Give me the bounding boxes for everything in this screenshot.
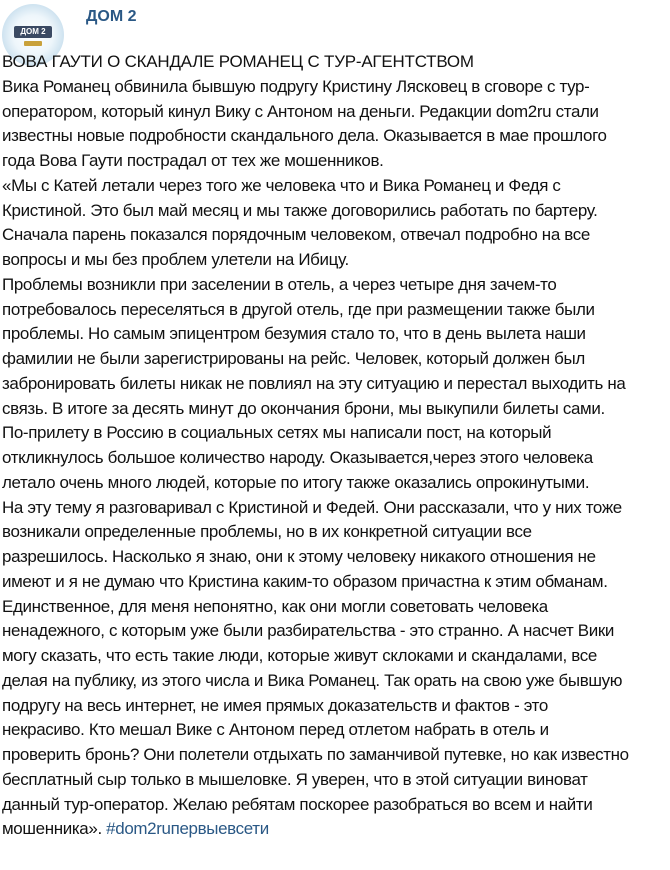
post-text-line: забронировать билеты никак не повлиял на эту ситуацию и перестал выходить на: [2, 373, 626, 393]
post-text-line: На эту тему я разговаривал с Кристиной и Федей. Они рассказали, что у них тоже: [2, 497, 622, 517]
hashtag-link[interactable]: #dom2ruпервыевсети: [106, 819, 269, 839]
post-text-line: бесплатный сыр только в мышеловке. Я уверен, что в этой ситуации виноват: [2, 769, 588, 789]
post-text-line: некрасиво. Кто мешал Вике с Антоном перед отлетом набрать в отель и: [2, 720, 549, 740]
post-text-line: года Вова Гаути пострадал от тех же мошенников.: [2, 151, 384, 170]
post-last-line: [2, 817, 668, 842]
post-text-line: имеют и я не думаю что Кристина каким-то образом причастна к этим обманам.: [2, 571, 608, 591]
post-text-line: данный тур-оператор. Желаю ребятам поскорее разобраться во всем и найти: [2, 794, 593, 814]
avatar-logo: ДОМ 2: [14, 26, 52, 38]
post-text-line: Сначала парень показался порядочным человеком, отвечал подробно на все: [2, 225, 590, 245]
avatar-logo-decoration: [24, 41, 42, 46]
post-text-line: мошенника».: [2, 819, 107, 839]
post-text-line: фамилии не были зарегистрированы на рейс. Человек, который должен был: [2, 349, 585, 368]
post-text-line: откликнулось большое количество народу. Оказывается,через этого человека: [2, 448, 593, 467]
post-text-line: вопросы и мы без проблем улетели на Ибицу.: [2, 250, 349, 269]
post-text-line: Вика Романец обвинила бывшую подругу Кристину Лясковец в сговоре с тур-: [2, 76, 590, 96]
post-text-line: По-прилету в Россию в социальных сетях мы написали пост, на который: [2, 423, 552, 443]
post-text-line: Кристиной. Это был май месяц и мы также договорились работать по бартеру.: [2, 200, 598, 220]
post-text-line: связь. В итоге за десять минут до окончания брони, мы выкупили билеты сами.: [2, 398, 605, 418]
post-text-line: делая на публику, из этого числа и Вика Романец. Так орать на свою уже бывшую: [2, 670, 623, 690]
post-text-line: Единственное, для меня непонятно, как они могли советовать человека: [2, 596, 548, 616]
post-text-line: разрешилось. Насколько я знаю, они к этому человеку никакого отношения не: [2, 547, 596, 566]
post-text-line: проблемы. Но самым эпицентром безумия стало то, что в день вылета наши: [2, 324, 586, 344]
post-title: ВОВА ГАУТИ О СКАНДАЛЕ РОМАНЕЦ С ТУР-АГЕНТСТВОМ: [2, 52, 474, 71]
post-text-line: могу сказать, что есть такие люди, которые живут склоками и скандалами, все: [2, 646, 597, 665]
post-text-line: «Мы с Катей летали через того же человека что и Вика Романец и Федя с: [2, 175, 561, 195]
post-text-line: проверить бронь? Они полетели отдыхать по заманчивой путевке, но как известно: [2, 745, 629, 764]
post-text-line: ненадежного, с которым уже были разбирательства - это странно. А насчет Вики: [2, 621, 615, 641]
post-text-line: возникали определенные проблемы, но в их конкретной ситуации все: [2, 522, 532, 542]
group-name-link[interactable]: ДОМ 2: [86, 8, 137, 25]
post-text-line: потребовалось переселяться в другой отель, где при размещении также были: [2, 299, 595, 319]
post-text-line: Проблемы возникли при заселении в отель, а через четыре дня зачем-то: [2, 274, 557, 294]
post-text-line: летало очень много людей, которые по итогу также оказались опрокинутыми.: [2, 472, 590, 492]
post-text-line: оператором, который кинул Вику с Антоном на деньги. Редакции dom2ru стали: [2, 101, 599, 121]
post-text-line: известны новые подробности скандального дела. Оказывается в мае прошлого: [2, 126, 607, 146]
post-header: [0, 0, 670, 50]
post-body: [2, 50, 670, 842]
post-text-line: подругу на весь интернет, не имея прямых доказательств и фактов - это: [2, 695, 548, 715]
